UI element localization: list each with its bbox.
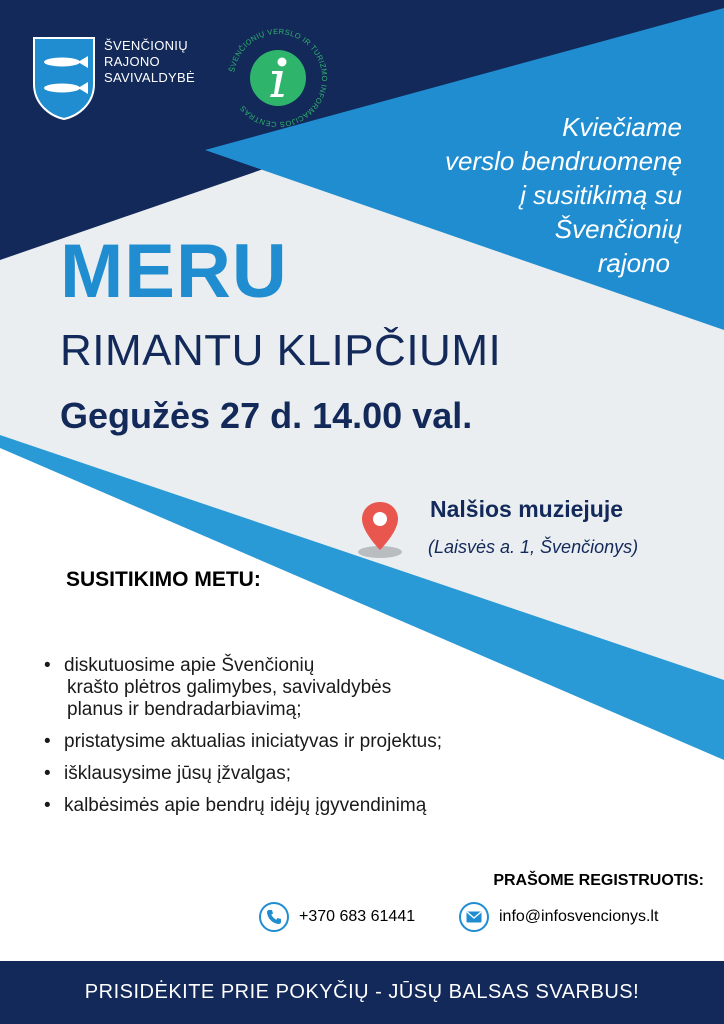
bullet: • (44, 731, 51, 752)
bullet: • (44, 795, 51, 816)
info-circle-icon (250, 50, 306, 106)
phone-number: +370 683 61441 (299, 908, 416, 925)
footer-slogan: PRISIDĖKITE PRIE POKYČIŲ - JŪSŲ BALSAS SVARBUS! (84, 981, 640, 1003)
mayor-name: RIMANTU KLIPČIUMI (60, 326, 502, 375)
invitation-text (352, 110, 682, 280)
list-item-line: planus ir bendradarbiavimą; (67, 699, 302, 720)
invite-line: verslo bendruomenę (444, 146, 682, 176)
info-center-logo (222, 22, 334, 134)
location-address: (Laisvės a. 1, Švenčionys) (428, 537, 639, 557)
map-pin-icon (354, 498, 406, 560)
list-item (44, 795, 644, 817)
envelope-icon (459, 902, 489, 932)
invite-line: Kviečiame (562, 112, 682, 142)
email-contact[interactable] (459, 902, 658, 932)
bullet: • (44, 655, 51, 676)
list-item-line: diskutuosime apie Švenčionių (64, 655, 315, 676)
title-main: MERU (60, 229, 288, 314)
invite-line: į susitikimą su (520, 180, 682, 210)
invite-line: rajono (597, 248, 670, 278)
info-center-ring-text: ŠVENČIONIŲ VERSLO IR TURIZMO INFORMACIJOS CENTRAS (227, 26, 330, 130)
list-item-line: pristatysime aktualias iniciatyvas ir projektus; (64, 731, 443, 752)
email-address: info@infosvencionys.lt (499, 908, 659, 925)
phone-icon (259, 902, 289, 932)
event-date: Gegužės 27 d. 14.00 val. (60, 395, 473, 436)
footer-banner (0, 961, 724, 1024)
agenda-title: SUSITIKIMO METU: (66, 568, 261, 591)
list-item-line: kalbėsimės apie bendrų idėjų įgyvendinimą (64, 795, 427, 816)
list-item (44, 731, 644, 753)
invite-line: Švenčionių (554, 214, 682, 244)
list-item (44, 655, 644, 721)
bullet: • (44, 763, 51, 784)
location-place: Nalšios muziejuje (430, 496, 624, 522)
registration-title: PRAŠOME REGISTRUOTIS: (493, 872, 704, 889)
list-item-line: krašto plėtros galimybes, savivaldybės (67, 677, 392, 698)
list-item-line: išklausysime jūsų įžvalgas; (64, 763, 292, 784)
agenda-list (44, 655, 644, 827)
fish-coat-of-arms-icon (32, 36, 96, 120)
municipality-name: ŠVENČIONIŲ RAJONO SAVIVALDYBĖ (104, 38, 195, 85)
coat-of-arms (32, 36, 96, 120)
phone-contact[interactable] (259, 902, 415, 932)
list-item (44, 763, 644, 785)
